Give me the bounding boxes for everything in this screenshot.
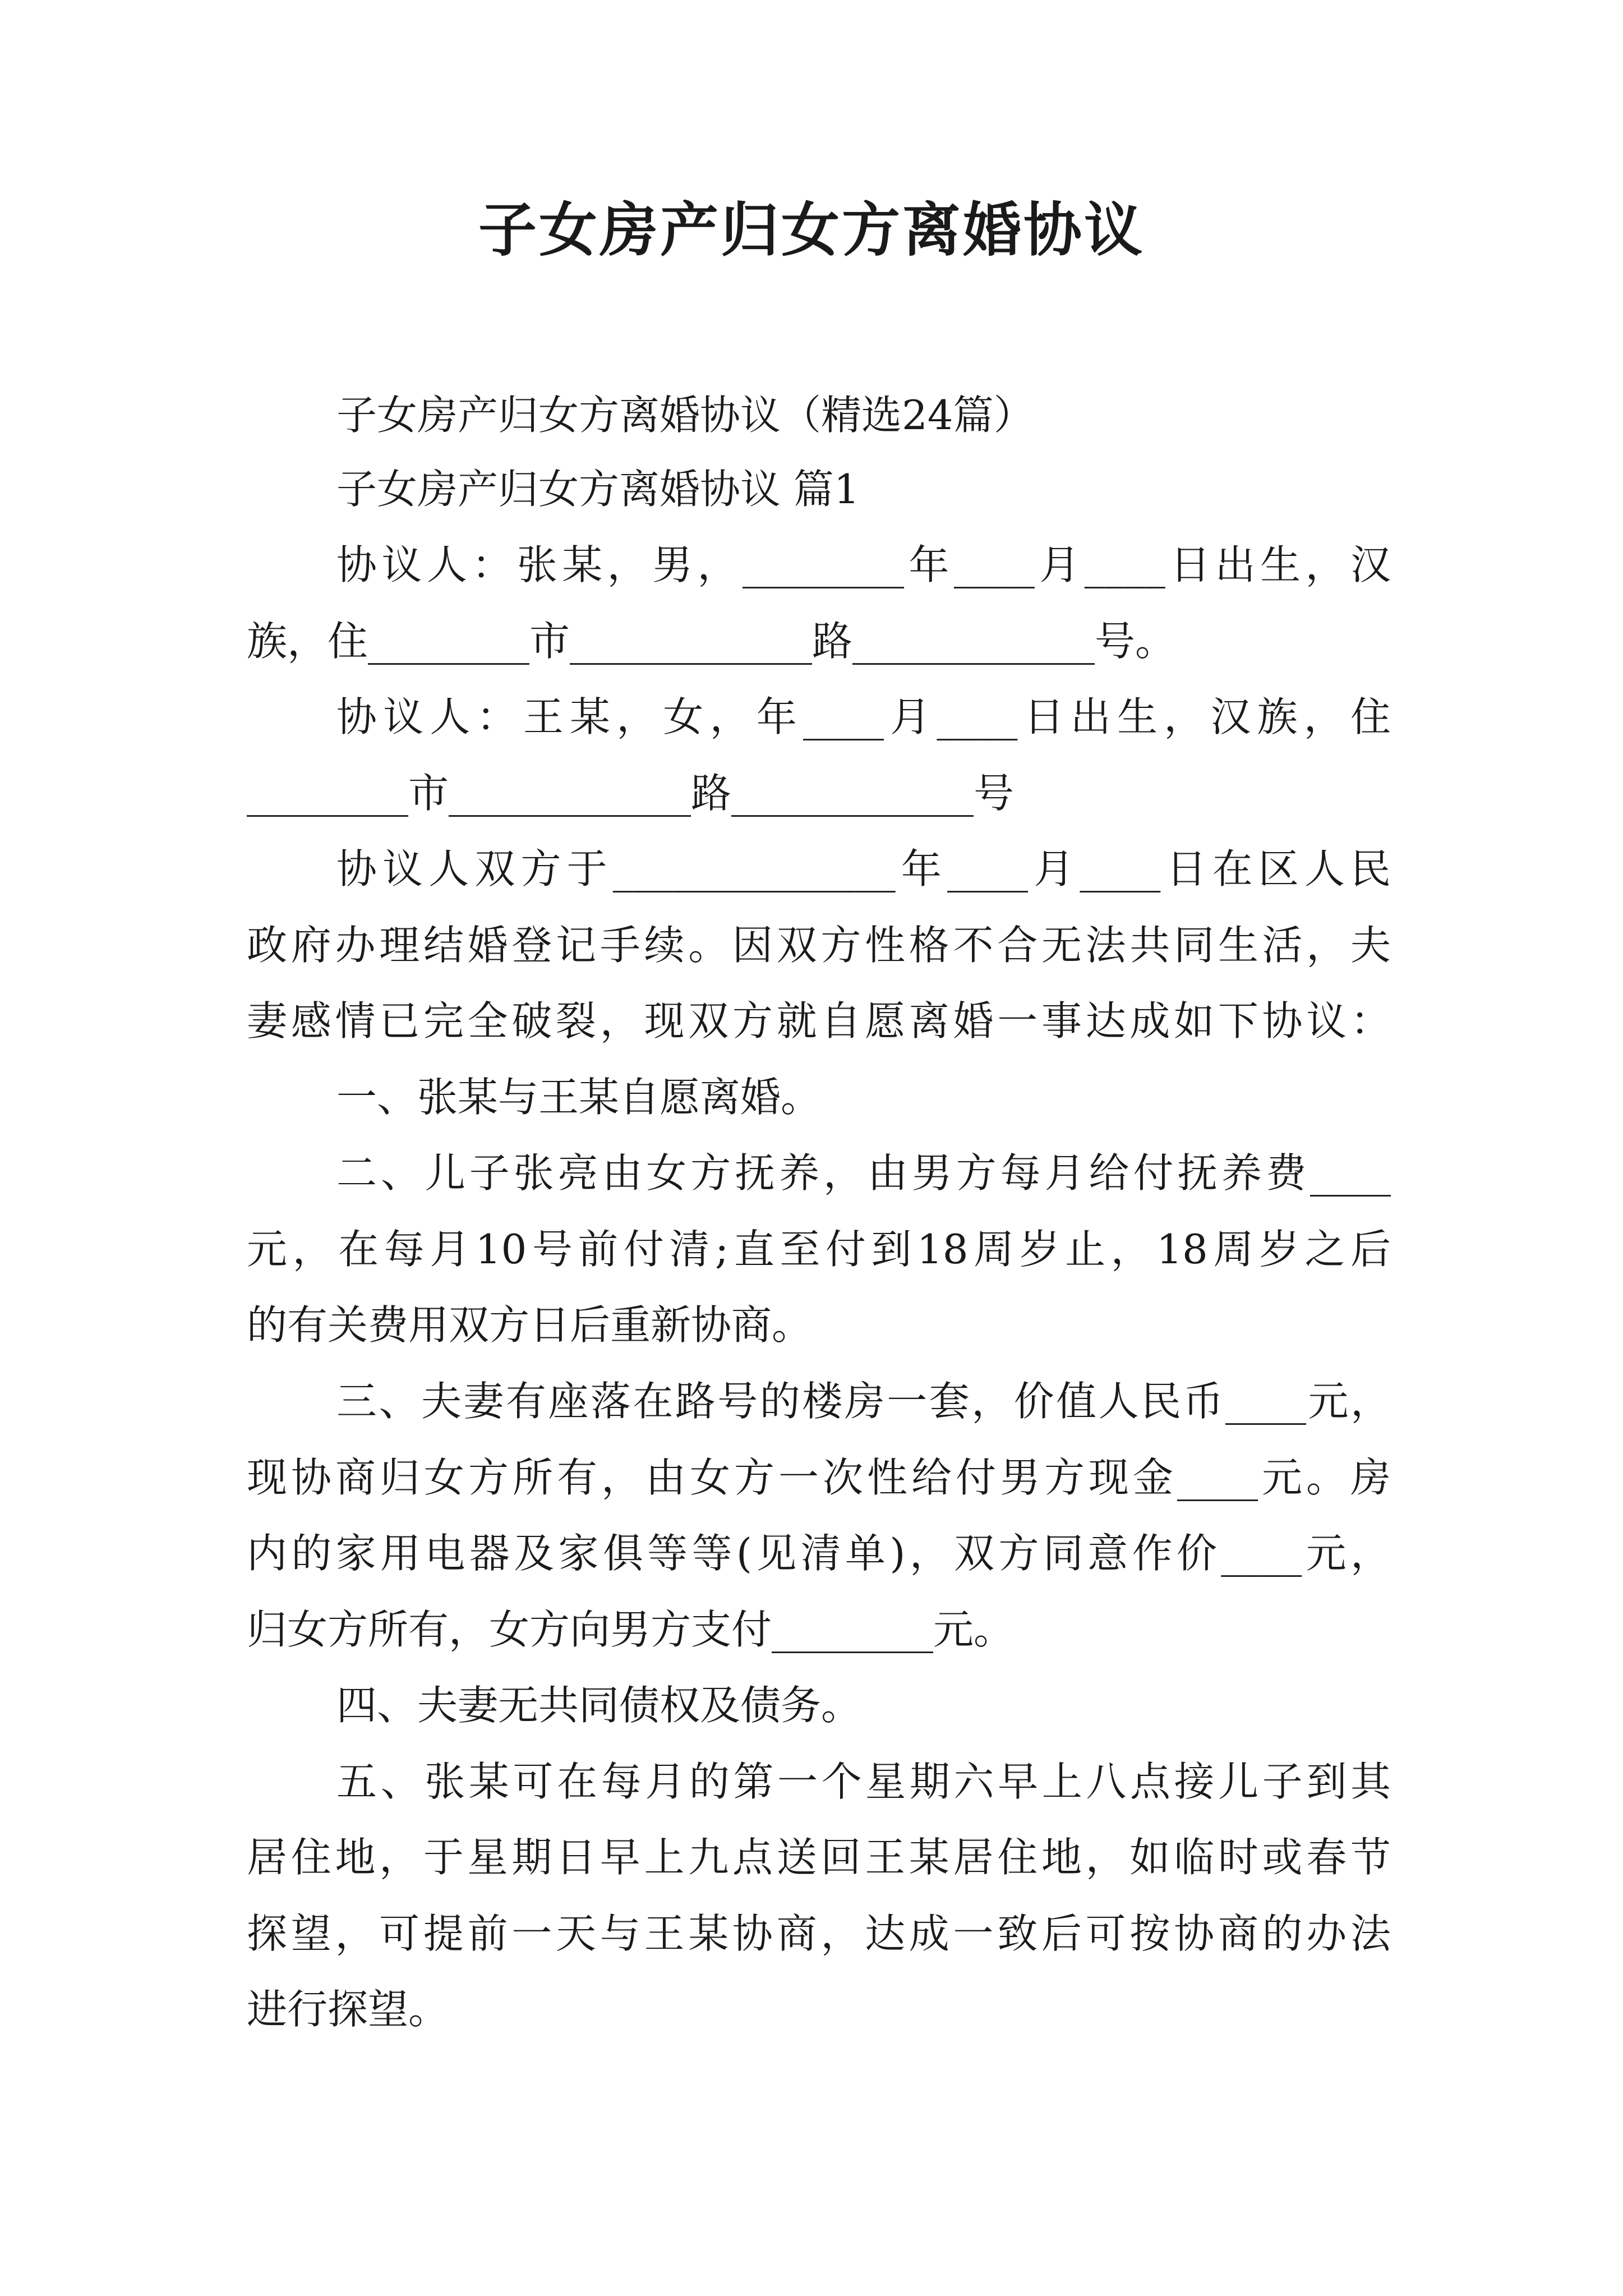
subtitle-line: 子女房产归女方离婚协议（精选24篇） bbox=[336, 392, 1034, 439]
clause-five-line: 五、张某可在每月的第一个星期六早上八点接儿子到其 bbox=[336, 1758, 1391, 1805]
clause-one-line: 一、张某与王某自愿离婚。 bbox=[336, 1074, 822, 1121]
section-heading: 子女房产归女方离婚协议 篇1 bbox=[336, 466, 860, 513]
party-one-address-line: 族，住________市____________路____________号。 bbox=[247, 618, 1176, 665]
party-one-line: 协议人：张某，男，________年____月____日出生，汉 bbox=[336, 541, 1391, 588]
party-two-address-line: ________市____________路____________号 bbox=[247, 770, 1014, 817]
clause-two-line: 二、儿子张亮由女方抚养，由男方每月给付抚养费____ bbox=[336, 1149, 1391, 1197]
clause-three-line: 三、夫妻有座落在路号的楼房一套，价值人民币____元， bbox=[336, 1378, 1391, 1425]
clause-three-line: 内的家用电器及家俱等等(见清单)，双方同意作价____元， bbox=[247, 1530, 1391, 1577]
document-title: 子女房产归女方离婚协议 bbox=[478, 195, 1145, 264]
paragraph-line: 协议人双方于______________年____月____日在区人民 bbox=[336, 845, 1391, 892]
party-two-line: 协议人：王某，女，年____月____日出生，汉族，住 bbox=[336, 693, 1391, 740]
clause-three-line: 现协商归女方所有，由女方一次性给付男方现金____元。房 bbox=[247, 1454, 1391, 1501]
clause-two-line: 元，在每月10号前付清;直至付到18周岁止，18周岁之后 bbox=[247, 1226, 1391, 1273]
clause-three-line: 归女方所有，女方向男方支付________元。 bbox=[247, 1606, 1015, 1653]
paragraph-line: 妻感情已完全破裂，现双方就自愿离婚一事达成如下协议： bbox=[247, 997, 1391, 1045]
clause-two-line: 的有关费用双方日后重新协商。 bbox=[247, 1301, 813, 1349]
clause-five-line: 居住地，于星期日早上九点送回王某居住地，如临时或春节 bbox=[247, 1834, 1391, 1881]
paragraph-line: 政府办理结婚登记手续。因双方性格不合无法共同生活，夫 bbox=[247, 922, 1391, 969]
clause-five-line: 进行探望。 bbox=[247, 1986, 449, 2033]
clause-five-line: 探望，可提前一天与王某协商，达成一致后可按协商的办法 bbox=[247, 1910, 1391, 1957]
clause-four-line: 四、夫妻无共同债权及债务。 bbox=[336, 1682, 862, 1729]
